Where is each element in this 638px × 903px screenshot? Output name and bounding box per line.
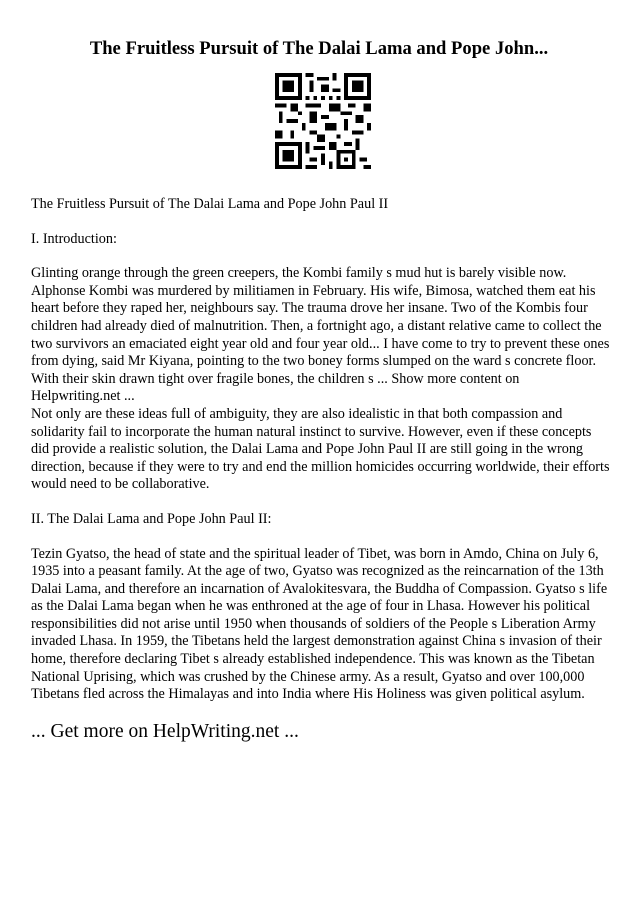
get-more-link[interactable]: ... Get more on HelpWriting.net ...: [31, 721, 299, 742]
qr-code-icon[interactable]: [275, 73, 371, 169]
paragraph: Tezin Gyatso, the head of state and the spiritual leader of Tibet, was born in Amdo, China on July 6, 1935 into a peasant family. At the age of two, Gyatso was recognized as the reincarnation of the 13th Dalai Lama, and therefore an incarnation of Avalokitesvara, the Buddha of Compassion. Gyatso s life as the Dalai Lama began when he was enthroned at the age of four in Lhasa. However his political responsibilities did not arise until 1950 when thousands of soldiers of the People s Liberation Army invaded Lhasa. In 1959, the Tibetans held the largest demonstration against China s invasion of their home, therefore declaring Tibet s already established independence. This was known as the Tibetan National Uprising, which was crushed by the Chinese army. As a result, Gyatso and over 100,000 Tibetans fled across the Himalayas and into India where His Holiness was given political asylum.: [31, 545, 608, 703]
section-heading-dalai-lama-pope: II. The Dalai Lama and Pope John Paul II:: [31, 510, 272, 527]
paragraph: Not only are these ideas full of ambiguity, they are also idealistic in that both compassion and solidarity fail to incorporate the human natural instinct to survive. However, even if these concepts did provide a realistic solution, the Dalai Lama and Pope John Paul II are still going in the wrong direction, because if they were to try and end the million homicides occurring worldwide, their efforts would need to be collaborative.: [31, 405, 610, 493]
paragraph: Glinting orange through the green creepers, the Kombi family s mud hut is barely visible now. Alphonse Kombi was murdered by militiamen in February. His wife, Bimosa, watched them eat his heart before they raped her, neighbours say. The trauma drove her insane. Two of the Kombis four children had already died of malnutrition. Then, a fortnight ago, a distant relative came to collect the two survivors an emaciated eight year old and four year old... I have come to try to prevent these ones from dying, said Mr Kiyana, pointing to the two boney forms slumped on the ward s concrete floor. With their skin drawn tight over fragile bones, the children s ... Show more content on Helpwriting.net ...: [31, 265, 610, 405]
document-body: [31, 196, 611, 721]
section-heading-introduction: I. Introduction:: [31, 230, 117, 247]
page-title: The Fruitless Pursuit of The Dalai Lama and Pope John...: [89, 38, 549, 59]
document-subtitle: The Fruitless Pursuit of The Dalai Lama and Pope John Paul II: [31, 196, 389, 212]
